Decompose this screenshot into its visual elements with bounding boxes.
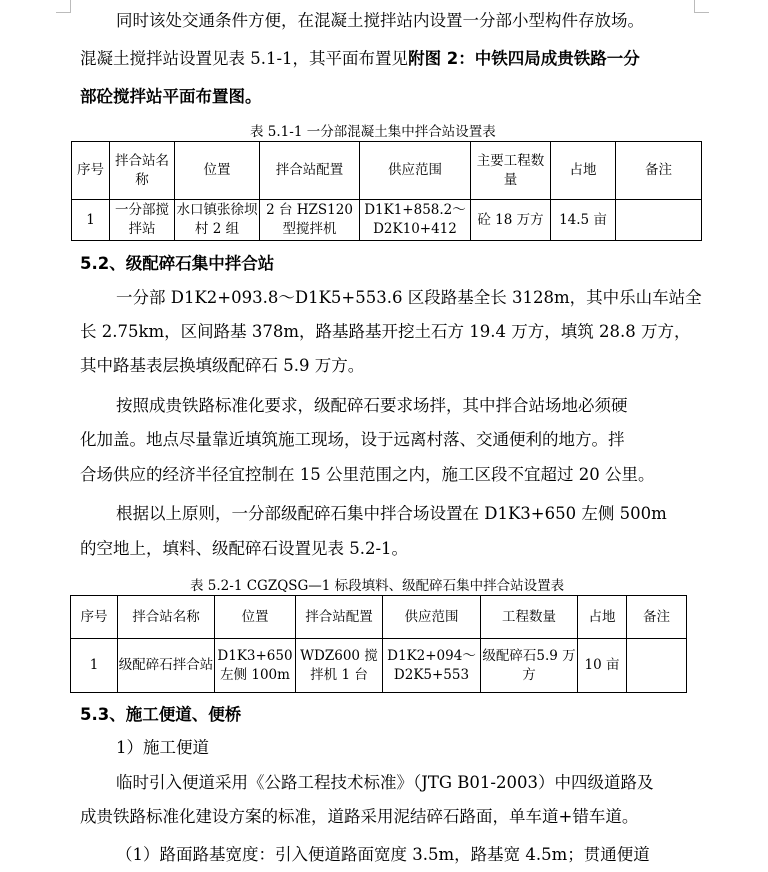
header-location: 位置 [175, 142, 260, 200]
header-location: 位置 [215, 596, 296, 639]
paragraph-1-line-2 [80, 42, 702, 76]
paragraph-3-line-2: 化加盖。地点尽量靠近填筑施工现场，设于远离村落、交通便利的地方。拌 [80, 430, 625, 449]
paragraph-4-line-1: 根据以上原则，一分部级配碎石集中拌合场设置在 D1K3+650 左侧 500m [116, 504, 667, 523]
table-5-2-1 [70, 595, 687, 693]
cell-station-name: 一分部搅拌站 [110, 200, 175, 241]
paragraph-2-line-1: 一分部 D1K2+093.8～D1K5+553.6 区段路基全长 3128m，其中乐山车站全 [116, 288, 702, 307]
header-area: 占地 [578, 596, 627, 639]
cell-area: 14.5 亩 [551, 200, 616, 241]
table-row [72, 200, 702, 241]
cell-area: 10 亩 [578, 639, 627, 693]
cell-index: 1 [71, 639, 118, 693]
header-remarks: 备注 [616, 142, 702, 200]
paragraph-5-line-2: 成贵铁路标准化建设方案的标准，道路采用泥结碎石路面，单车道+错车道。 [80, 807, 639, 826]
header-supply-range: 供应范围 [360, 142, 471, 200]
paragraph-6-line-1: （1）路面路基宽度：引入便道路面宽度 3.5m，路基宽 4.5m；贯通便道 [116, 845, 650, 864]
table-5-1-1-caption: 表 5.1-1 一分部混凝土集中拌合站设置表 [250, 124, 496, 140]
header-remarks: 备注 [627, 596, 687, 639]
table-row [71, 639, 687, 693]
figure-reference: 附图 2：中铁四局成贵铁路一分 [408, 49, 640, 68]
paragraph-1-text: 混凝土搅拌站设置见表 5.1-1，其平面布置见 [80, 49, 409, 68]
paragraph-3-line-1: 按照成贵铁路标准化要求，级配碎石要求场拌，其中拌合站场地必须硬 [116, 396, 628, 415]
cell-station-name: 级配碎石拌合站 [118, 639, 215, 693]
cell-supply-range: D1K2+094～D2K5+553 [383, 639, 481, 693]
figure-reference-continued: 部砼搅拌站平面布置图。 [80, 87, 262, 106]
header-configuration: 拌合站配置 [260, 142, 360, 200]
cell-location: 水口镇张徐坝村 2 组 [175, 200, 260, 241]
header-quantity: 工程数量 [481, 596, 578, 639]
paragraph-1-line-1: 同时该处交通条件方便，在混凝土搅拌站内设置一分部小型构件存放场。 [116, 11, 644, 30]
cell-index: 1 [72, 200, 110, 241]
cell-configuration: 2 台 HZS120型搅拌机 [260, 200, 360, 241]
table-header-row [71, 596, 687, 639]
table-header-row [72, 142, 702, 200]
cell-supply-range: D1K1+858.2～D2K10+412 [360, 200, 471, 241]
table-5-2-1-caption: 表 5.2-1 CGZQSG—1 标段填料、级配碎石集中拌合站设置表 [190, 578, 565, 594]
section-heading-5-3: 5.3、施工便道、便桥 [80, 705, 242, 724]
header-quantity: 主要工程数量 [471, 142, 551, 200]
header-station-name: 拌合站名称 [118, 596, 215, 639]
header-configuration: 拌合站配置 [296, 596, 383, 639]
paragraph-2-line-3: 其中路基表层换填级配碎石 5.9 万方。 [80, 356, 365, 375]
table-5-1-1 [71, 141, 702, 241]
subheading-construction-road: 1）施工便道 [116, 738, 209, 757]
header-index: 序号 [71, 596, 118, 639]
header-supply-range: 供应范围 [383, 596, 481, 639]
page-corner-marker-left [56, 0, 71, 13]
paragraph-3-line-3: 合场供应的经济半径宜控制在 15 公里范围之内，施工区段不宜超过 20 公里。 [80, 465, 655, 484]
cell-remarks [627, 639, 687, 693]
cell-remarks [616, 200, 702, 241]
cell-configuration: WDZ600 搅拌机 1 台 [296, 639, 383, 693]
cell-quantity: 砼 18 万方 [471, 200, 551, 241]
cell-location: D1K3+650左侧 100m [215, 639, 296, 693]
paragraph-5-line-1: 临时引入便道采用《公路工程技术标准》（JTG B01-2003）中四级道路及 [116, 773, 654, 792]
cell-quantity: 级配碎石5.9 万方 [481, 639, 578, 693]
paragraph-2-line-2: 长 2.75km，区间路基 378m，路基路基开挖土石方 19.4 万方，填筑 28.8 万方， [80, 322, 691, 341]
header-index: 序号 [72, 142, 110, 200]
section-heading-5-2: 5.2、级配碎石集中拌合站 [80, 254, 275, 273]
header-station-name: 拌合站名称 [110, 142, 175, 200]
header-area: 占地 [551, 142, 616, 200]
paragraph-4-line-2: 的空地上，填料、级配碎石设置见表 5.2-1。 [80, 539, 409, 558]
